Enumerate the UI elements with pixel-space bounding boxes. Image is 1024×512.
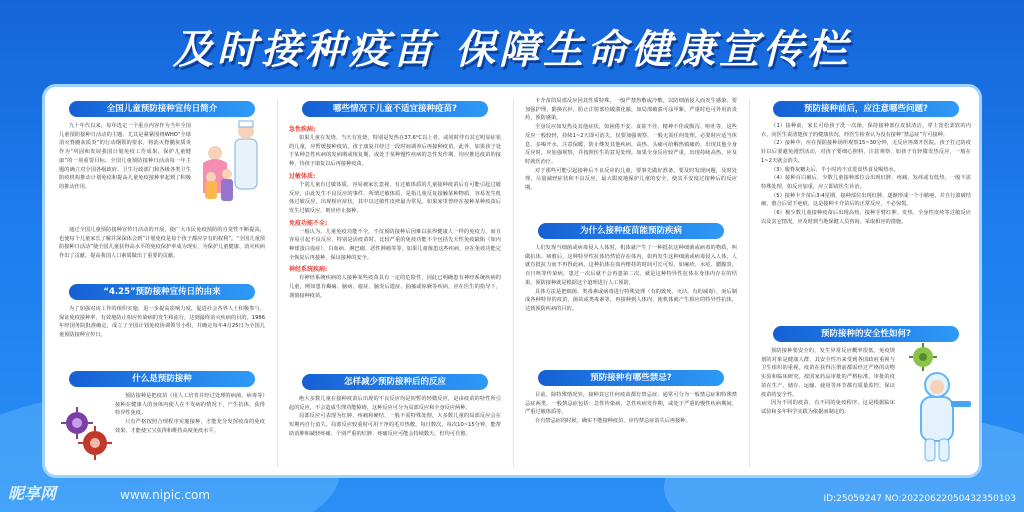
subheading-nervous-system: 神经系统疾病: [289,266,328,274]
section-contraindications [519,391,743,471]
image-id-text: ID:25059247 NO:20220622050432350103 [823,494,1016,504]
heading-reduce-reactions: 怎样减少预防接种后的反应 [302,374,488,390]
paragraph: 卡介苗的局部反应因其性质特殊，一般严禁热敷或冷敷，以防细菌侵入而发生感染。要加强护理，勤换衣衫，防止注射部位破溃化脓。如局部破溃可涂甲紫，严重时也可外用消炎药，预防感染。 [525,98,737,122]
paragraph: 一般认为，儿童免疫功能不全，不仅预防接种后因难以获得健康人一样的免疫力，而且容易引起不良反应，特别是活疫苗时。比较严重的免疫功能不全包括先天性免疫缺陷（如丙种球蛋白血症）、白血病、淋巴瘤、恶性肿瘤等等。如果儿童罹患这些疾病，应在免疫功能完全恢复后再接种，保证接种的安全。 [289,228,501,261]
heading-vaccine-safety: 预防接种的安全性如何? [773,326,959,342]
column-1 [53,97,271,471]
paragraph: （5）接种卡介苗后3-4星期，接种部位出现红肿，逐渐形成一个小脓疱，并自行溃破结痂，愈合后留下疤痕，这是接种卡介苗后的正常反应，不必惊慌。 [761,192,971,208]
section-vaccination-day-origin [53,305,271,367]
paragraph: 为了加强对该工作的组织实施，进一步提高影响力度，促进社会各界人士积极参与，保证免疫接种率，有效地防止相应传染病的发生和流行，达到最终消灭疾病的目的，1986年经国务院批准确定，成立了全国计划免疫协调领导小组，并确定每年4月25日为全国儿童预防接种宣传日。 [59,306,265,339]
paragraph: 个别儿童有过敏体质，容易被家长忽视，有过敏体质的儿童接种疫苗后有可能引起过敏反应，由此发生不良反应的事件。所谓过敏体质，是指儿童反复接触某种物质，容易发生机体过敏反应，出现相应症状，其中以过敏性皮疹最为常见。如果家里曾经在接种某种疫苗后发生过敏反应，则应停止接种。 [289,181,501,214]
paragraph: 只有严格按照合理程序实施接种，才能充分发挥疫苗的免疫效果，才能使宝宝获得和维持高度免疫水平。 [115,419,265,434]
protective-suit-doctor-illustration [897,343,975,467]
column-3 [519,97,743,471]
paragraph: 预防接种是把疫苗（用人工培育并经过处理的病菌、病毒等）接种在健康人的身体内使人在不发病的情况下，产生抗体，获得特异性免疫。 [115,393,265,417]
content-board [42,84,982,478]
column-divider [513,99,514,467]
paragraph: 绝大多数儿童在接种疫苗后出现的不良反应均是短暂的轻微反应，是由疫苗的特性所引起的反应，不会造成生理功能障碍，这种反应可分为局部反应和全身反应两种。 [289,396,501,411]
paragraph: 因为不同的疫苗，有不同的免疫程序，这是根据临床试验和多年科学实践为依据而制定的。 [761,400,895,415]
paragraph: 目前，除特殊情况外，接种其它任何疫苗都有禁忌症，通常可分为一般禁忌症和特殊禁忌症两类。一般禁忌症包括：急性传染病、急性疾病发作期，或处于严重的慢性疾病期间，严重过敏体质等。 [525,392,737,416]
subheading-acute-disease: 急性疾病: [289,126,316,133]
site-logo: 昵享网 [8,484,57,503]
section-unsuitable-conditions [283,122,507,370]
subheading-immune-deficiency: 免疫功能不全: [289,219,328,227]
paragraph: 有神经系统疾病的人接种某些疫苗具有一定的危险性，因此已明确患有神经系统疾病的儿童，例如患有癫痫、脑病、癔症、脑炎后遗症、抽搐或惊厥等疾病，应在医生的指导下，谨慎接种疫苗。 [289,275,501,299]
paragraph: 局部反应可表现为红肿、疼痛和硬结，一般不需特殊处理，大多数儿童的局部反应会在短期内自行消失。局部反应较重时可用干净的毛巾热敷，每日数次，每次10~15分钟，能帮助消肿和减轻疼痛。个别严重的红肿、疼痛反应可能会持续数天，但均可自愈。 [289,413,501,437]
section-before-after-precautions [755,122,977,322]
virus-illustration [57,403,115,461]
paragraph: （3）服脊灰糖丸后，半小时内不宜进食热食及喝热水。 [771,166,899,173]
section-reaction-continued [519,97,743,219]
paragraph: （6）极少数儿童接种疫苗后出现高热、接种手臂红肿、发热、全身性皮疹等过敏反应以及其它情况，应及时到当地保健人员咨询，采取相应的措施。 [761,210,971,225]
paragraph: 具体方法是把细菌、类毒素或病毒进行特殊处理（有的致死、灭活，有的减毒），而后制成各种特异的疫苗，菌苗或类毒素等，再接种到人体内，使机体就产生相应的特异性抗体，达到预防疾病的目的。 [525,288,737,312]
site-url: www.nipic.com [120,488,211,502]
paragraph: 如果儿童在发烧、当天有发烧，特别是发热在37.6°C以上者。或同时伴有其它明显症状的儿童，应暂缓接种疫苗。孩子康复并经过一段时间调养后再接种疫苗。此外，如果孩子处于某种急性疾病的发病期或恢复期，或处于某种慢性疾病的急性发作期，均应推迟疫苗的接种，待孩子康复以后再接种疫苗。 [289,135,501,168]
paragraph: 对于那些可能引起接种后不良反应的儿童，要事先做好准备，要及时发现问题，及时处理，尽量减轻症状和不良反应，最大限度地保护儿童的安全，使其平安度过接种后的反应期。 [525,167,737,192]
heading-contraindications: 预防接种有哪些禁忌? [538,370,724,386]
column-4 [755,97,977,471]
section-program-intro-2 [53,226,271,280]
column-2 [283,97,507,471]
heading-what-is-vaccination: 什么是预防接种 [69,371,255,387]
section-why-vaccines-work [519,244,743,366]
paragraph: （4）接种百白破后，少数儿童接种部位会出现红肿、疼痛、发痒或有低热，一般不需特殊处理，如反应加重，应立即请医生诊治。 [761,175,971,190]
heading-program-intro: 全国儿童预防接种宣传日简介 [69,101,255,117]
column-divider [277,99,278,467]
subheading-allergy: 过敏体质: [289,172,316,180]
paragraph: （1）接种前，家长可给孩子洗一次澡，保持接种部位皮肤清洁，穿上宽松柔软的内衣，向医生说清楚孩子的健康状况，经医生检查认为没有接种“禁忌症”方可接种。 [761,123,971,138]
section-reduce-reactions [283,395,507,471]
paragraph: 九十年代以来，每年选定一个重点内容作为当年全国儿童预防接种日活动的主题。尤其是紧紧围绕WHO“全球消灭脊髓灰质炎”的行动纲领的要求，将消灭脊髓灰质炎作为“巩固和发展我国计划免疫工作成果，保护儿童健康”的一项重要目标。全国儿童预防接种日活动每一年主题的确立对全国各级政府、卫生行政部门和各级各类卫生防疫机构推动计划免疫和提高儿童免疫接种率起到了积极的推动作用。 [59,123,191,190]
heading-vaccination-day-origin: “4.25”预防接种宣传日的由来 [69,284,255,300]
doctor-vaccinating-family-illustration [193,119,267,209]
page-title: 及时接种疫苗 保障生命健康宣传栏 [173,27,851,73]
paragraph: 通过全国儿童预防接种宣传日活动的开展，使广大市民免疫预防的自觉性不断提高，也使每个儿童家长了解并深深体会到“计划免疫是每个孩子都应享有的权利”。“全国儿童预防接种日活动”使全国儿童获得高水平的免疫保护率成为现实，为保护儿童健康、消灭疾病作出了贡献，提高我国人口素质做出了重要的贡献。 [59,227,265,260]
heading-why-vaccines-work: 为什么接种疫苗能预防疾病 [538,223,724,239]
heading-unsuitable-conditions: 哪些情况下儿童不适宜接种疫苗? [302,101,488,117]
paragraph: 人们发现当细菌或病毒侵入人体时，机体就产生了一种抵抗这种细菌或病毒的物质，叫做抗体。病愈后，这种特异性抗体仍然留存在体内，如再发生这种细菌或病毒侵入人体，人就有抵抗力而不再得此病。这种抗体在血内维持的时间可长可短，如麻疹、水痘、腮腺炎、百日咳等传染病，患过一次后就不会再患第二次，就是这种特异性抗体在身体内存在的结果。预防接种就是根据这个道理进行人工预防。 [525,245,737,286]
column-divider [749,99,750,467]
paragraph: 全身反应如发热及其他症状，如困倦不安、食欲不佳、精神不佳或腹泻、呕吐等，这些反应一般较轻，持续1~2天即可消失，仅要加强观察，一般无需任何处理。必要时应适当休息，多喝开水，注意保暖，防止继发其他疾病。高热、头痛可给解热镇痛药。出现其他全身反应时，应加强观察，并按照医生的意见处理。如果全身反应较严重，出现持续高热，应及时就医治疗。 [525,124,737,165]
paragraph: 预防接种要安全的，发生异常反应概率很低，免疫规划的对象是健康人群，其安全性历来受到各国政府重视与卫生组织的重视。疫苗在获得注册前都需经过严格的动物实验和临床研究，按国家药品审批的严格标准，审批的疫苗在生产、储存、运输、使用等环节都有质量监控，保证疫苗的安全性。 [761,348,895,398]
paragraph: （2）接种中，应在预防接种场所观察15~30分钟，无反应再离开医院。孩子打过防疫针以后要避免剧烈活动，对孩子要细心照料，注意观察，如孩子有轻微发热反应，一般在1~2天就会消失。 [761,140,971,164]
heading-before-after-precautions: 预防接种前后，应注意哪些问题? [773,101,959,117]
paragraph: 在有禁忌症的时候，确实不能接种疫苗，应待禁忌症消失后再接种。 [535,418,691,425]
